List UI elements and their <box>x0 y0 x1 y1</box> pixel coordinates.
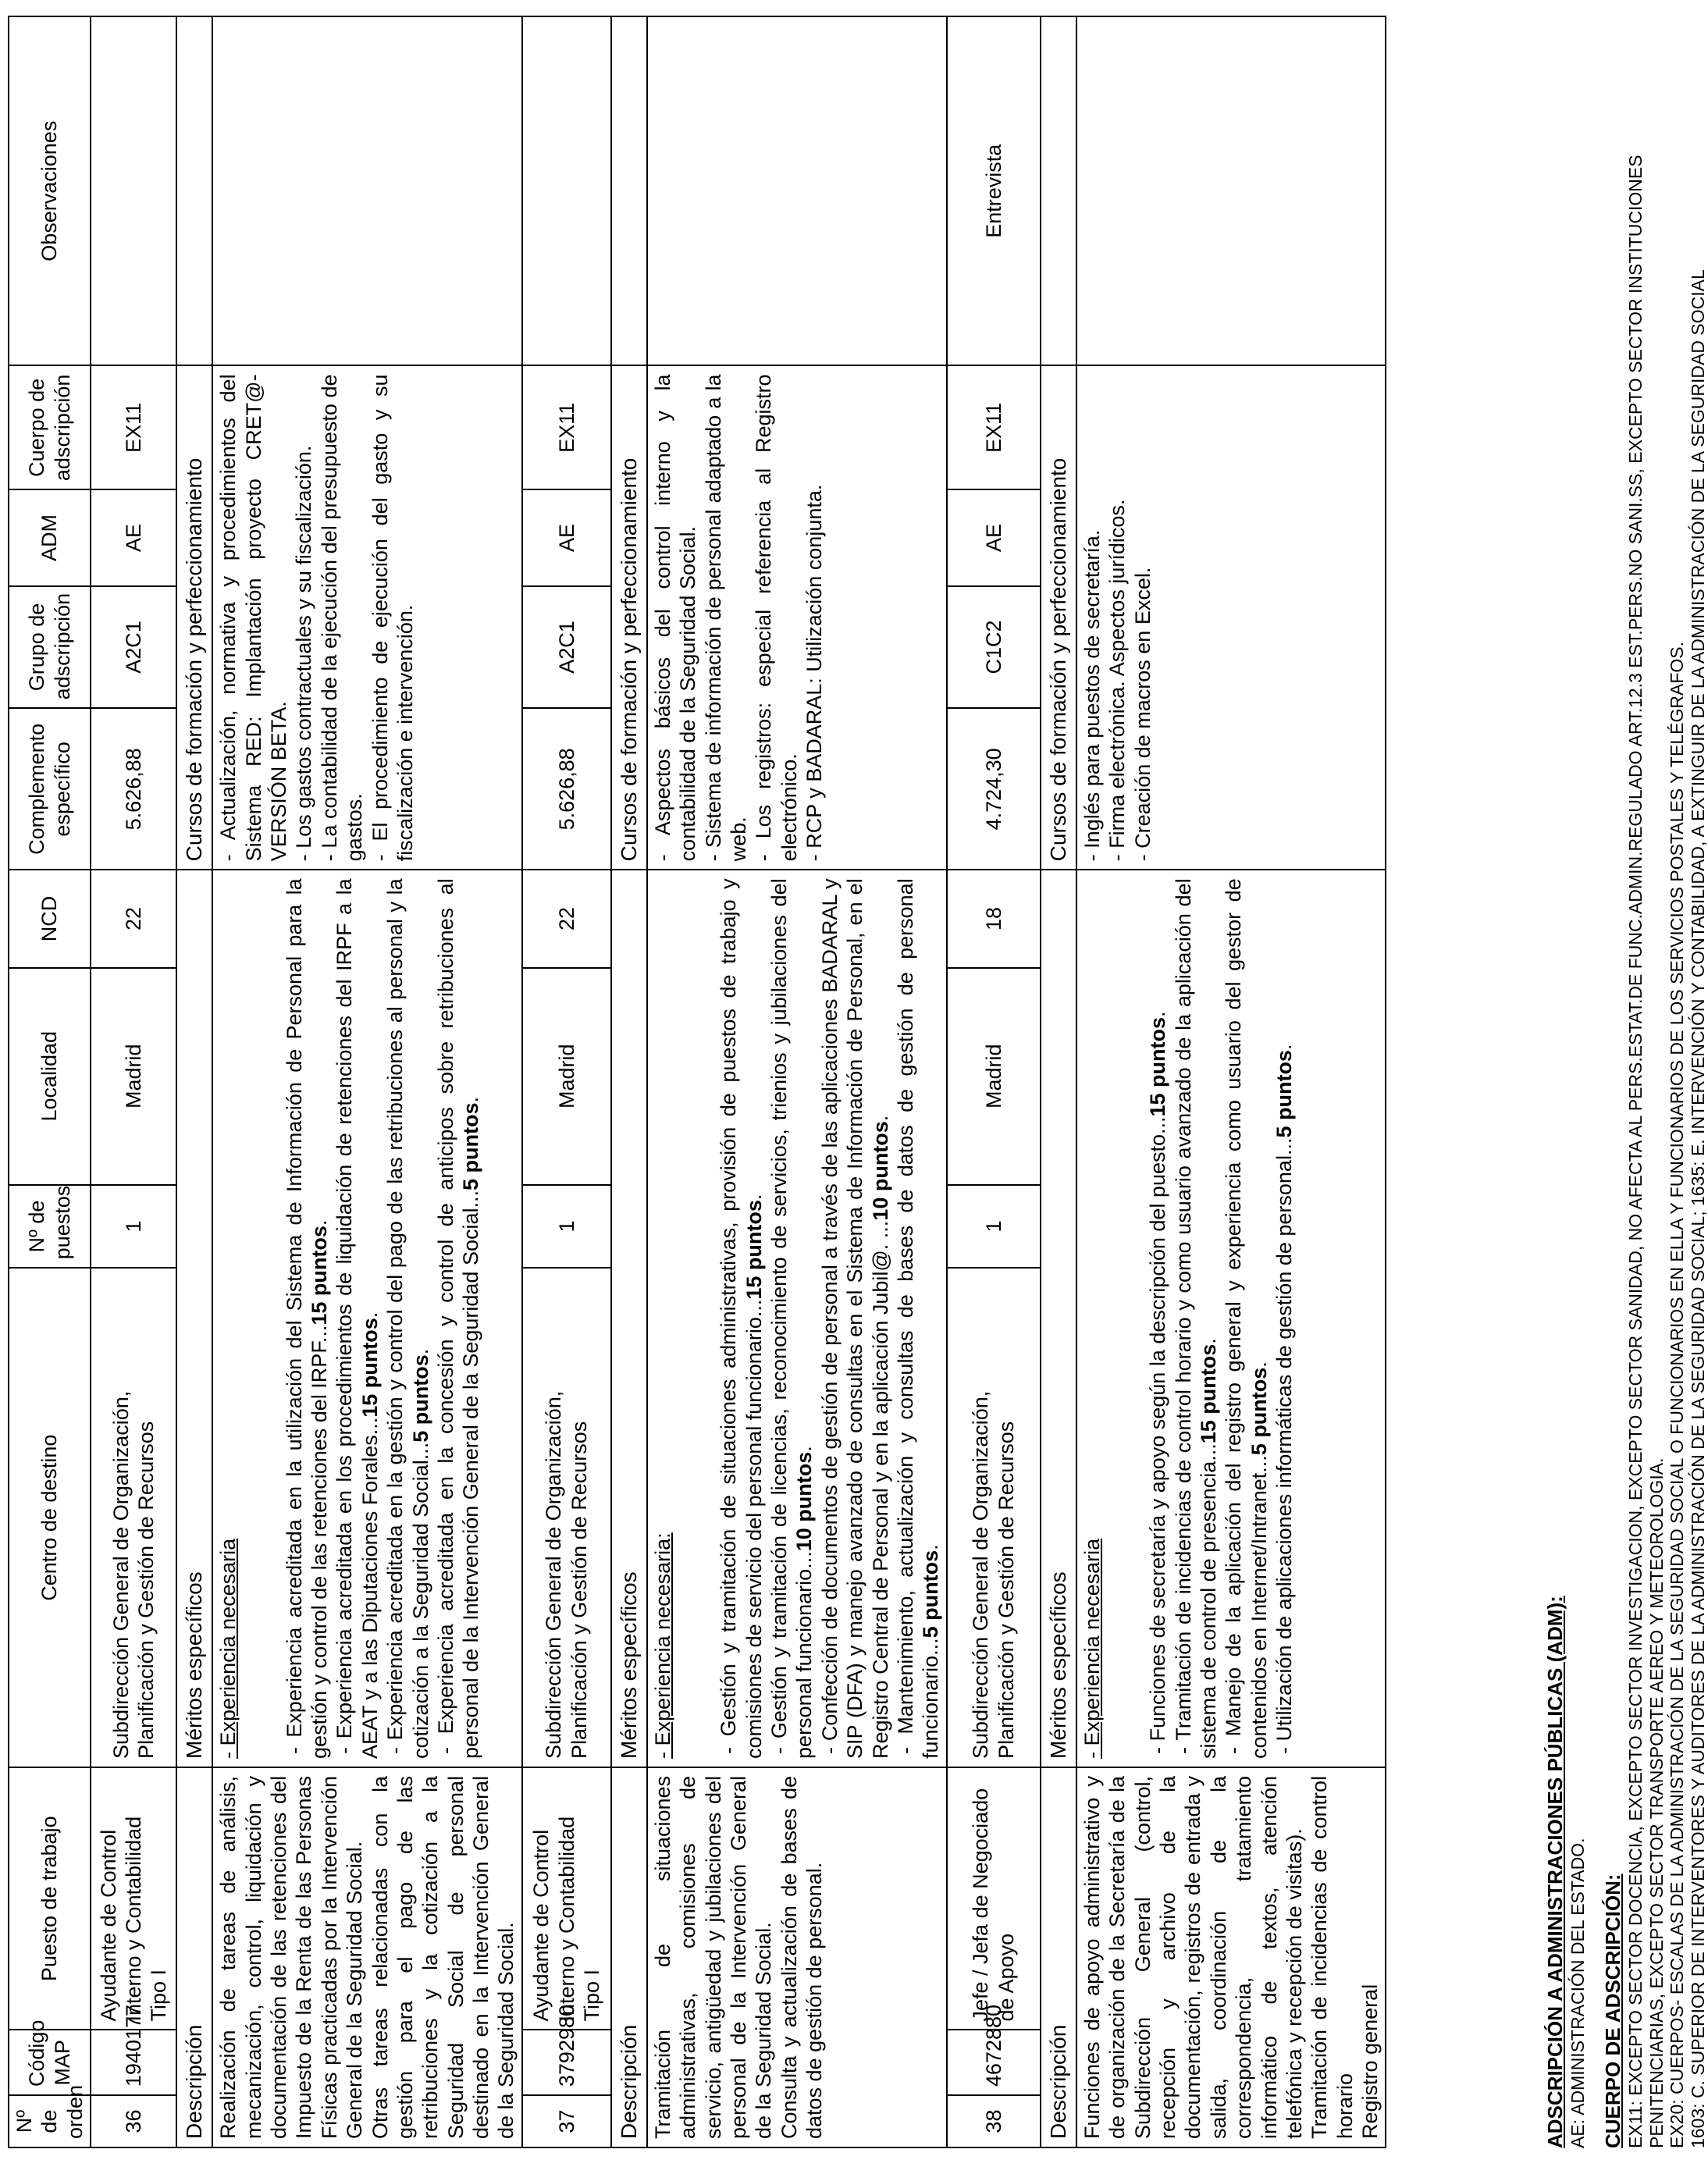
observaciones-detail-blank <box>212 16 522 365</box>
descripcion-label: Descripción <box>1041 1767 1076 2147</box>
descripcion-paragraph: Registro general <box>1358 1984 1382 2139</box>
cell-cuerpo: EX11 <box>947 365 1041 489</box>
header-centro: Centro de destino <box>9 1268 91 1767</box>
merito-item <box>1221 878 1272 1759</box>
cell-codigo: 3792980 <box>522 2030 611 2096</box>
cuerpo-line: EX20: CUERPOS- ESCALAS DE LA ADMINISTRACIÓN DE LA SEGURIDAD SOCIAL O FUNCIONARIOS EN ELLA Y FUNCIONARIOS DE LOS SERVICIOS POSTALES Y TELÉGRAFOS. <box>1667 641 1688 2148</box>
merito-text: - Manejo de la aplicación del registro general y experiencia como usuario del gestor de contenidos en Internet/Intranet... <box>1222 878 1271 1759</box>
merito-item <box>1145 878 1170 1759</box>
cell-codigo: 1940177 <box>91 2030 176 2096</box>
puestos-table <box>8 16 1386 2148</box>
cell-adm: AE <box>522 489 611 585</box>
meritos-label: Méritos específicos <box>1041 870 1076 1767</box>
cell-localidad: Madrid <box>522 968 611 1185</box>
curso-item: - Creación de macros en Excel. <box>1130 567 1155 862</box>
header-cuerpo: Cuerpo de adscripción <box>9 365 91 489</box>
section-header-row <box>1041 16 1076 2147</box>
curso-item: - Los gastos contractuales y su fiscalización. <box>292 445 316 862</box>
header-complemento: Complemento específico <box>9 708 91 870</box>
merito-points: 5 puntos <box>919 1550 943 1639</box>
meritos-title: - Experiencia necesaria <box>1080 1538 1104 1759</box>
cuerpo-line: EX11: EXCEPTO SECTOR DOCENCIA, EXCEPTO SECTOR INVESTIGACION, EXCEPTO SECTOR SANIDAD, NO AFECTA AL PERS.ESTAT.DE FUNC.ADMIN.REGULADO ART.12.3 EST.PERS.NO SANI.SS, EXCEPTO SECTOR INSTITUCIONES PENITENCIARIAS, EXCEPTO SECTOR TRANSPORTE AEREO Y METEOROLOGIA. <box>1625 155 1667 2148</box>
detail-row <box>212 16 522 2147</box>
descripcion-label: Descripción <box>176 1767 212 2147</box>
cursos-label: Cursos de formación y perfeccionamiento <box>1041 365 1076 870</box>
detail-row <box>1076 16 1386 2147</box>
cell-grupo: C1C2 <box>947 586 1041 709</box>
cell-puesto: Ayudante de Control Interno y Contabilidad Tipo I <box>91 1767 176 2030</box>
descripcion-paragraph: Consulta y actualización de bases de datos de gestión de personal. <box>777 1775 827 2139</box>
cell-adm: AE <box>91 489 176 585</box>
table-body <box>91 16 1386 2147</box>
detail-row <box>647 16 947 2147</box>
header-observaciones: Observaciones <box>9 16 91 365</box>
cursos-label: Cursos de formación y perfeccionamiento <box>176 365 212 870</box>
descripcion-cell <box>212 1767 522 2147</box>
cell-orden: 36 <box>91 2095 176 2147</box>
merito-item <box>332 878 383 1759</box>
header-grupo: Grupo de adscripción <box>9 586 91 709</box>
merito-points: 15 puntos <box>742 1200 766 1300</box>
curso-item: - Los registros: especial referencia al Registro electrónico. <box>752 374 801 862</box>
merito-points: 5 puntos <box>459 1102 483 1190</box>
table-row <box>522 16 611 2147</box>
cell-ncd: 18 <box>947 870 1041 967</box>
curso-item: - Inglés para puestos de secretaría. <box>1080 529 1104 862</box>
merito-text: - Funciones de secretaría y apoyo según la descripción del puesto... <box>1146 1116 1170 1754</box>
merito-points: 15 puntos <box>358 1318 382 1418</box>
merito-item <box>893 878 944 1759</box>
descripcion-cell <box>647 1767 947 2147</box>
merito-end: . <box>307 1219 331 1226</box>
merito-item <box>767 878 817 1759</box>
cell-complemento: 5.626,88 <box>91 708 176 870</box>
header-adm: ADM <box>9 489 91 585</box>
cell-grupo: A2C1 <box>522 586 611 709</box>
cell-num-puestos: 1 <box>522 1185 611 1269</box>
cell-localidad: Madrid <box>947 968 1041 1185</box>
cell-centro: Subdirección General de Organización, Planificación y Gestión de Recursos <box>947 1268 1041 1767</box>
adm-line: AE: ADMINISTRACIÓN DEL ESTADO. <box>1567 1838 1588 2148</box>
descripcion-paragraph: Tramitación de situaciones administrativas, comisiones de servicio, antigüedad y jubilaciones del personal de la Intervención General de la Seguridad Social. <box>650 1775 776 2139</box>
cell-ncd: 22 <box>522 870 611 967</box>
merito-item <box>1272 878 1297 1759</box>
merito-end: . <box>408 1348 432 1355</box>
merito-end: . <box>792 1446 817 1452</box>
merito-points: 5 puntos <box>1272 1050 1297 1138</box>
cell-observaciones: Entrevista <box>947 16 1041 365</box>
cell-ncd: 22 <box>91 870 176 967</box>
curso-item: - Sistema de información de personal adaptado a la web. <box>701 374 751 862</box>
header-codigo: Código MAP <box>9 2030 91 2096</box>
cell-localidad: Madrid <box>91 968 176 1185</box>
cuerpo-line: 1603: C. SUPERIOR DE INTERVENTORES Y AUDITORES DE LA ADMINISTRACIÓN DE LA SEGURIDAD SOCIAL; 1635: E. INTERVENCIÓN Y CONTABILIDAD, A EXTINGUIR DE LA ADMINISTRACIÓN DE LA SEGURIDAD SOCIAL <box>1687 269 1708 2148</box>
header-localidad: Localidad <box>9 968 91 1185</box>
cell-grupo: A2C1 <box>91 586 176 709</box>
descripcion-cell <box>1076 1767 1386 2147</box>
merito-item <box>1171 878 1222 1759</box>
cell-puesto: Jefe / Jefa de Negociado de Apoyo <box>947 1767 1041 2030</box>
meritos-title: - Experiencia necesaria: <box>650 1532 674 1759</box>
cell-complemento: 5.626,88 <box>522 708 611 870</box>
merito-points: 15 puntos <box>307 1226 331 1325</box>
curso-item: - El procedimiento de ejecución del gasto y su fiscalización e intervención. <box>368 374 417 862</box>
cell-orden: 38 <box>947 2095 1041 2147</box>
merito-end: . <box>459 1096 483 1103</box>
observaciones-blank <box>176 16 212 365</box>
descripcion-paragraph: Otras tareas relacionadas con la gestión para el pago de las retribuciones y la cotización a la Seguridad Social de personal destinado en la Intervención General de la Seguridad Social. <box>368 1775 518 2139</box>
merito-item <box>433 878 484 1759</box>
merito-text: - Utilización de aplicaciones informáticas de gestión de personal... <box>1272 1137 1297 1754</box>
cell-num-puestos: 1 <box>947 1185 1041 1269</box>
adm-title: ADSCRIPCIÓN A ADMINISTRACIONES PÚBLICAS (ADM): <box>1543 1596 1567 2148</box>
merito-text: - Tramitación de incidencias de control horario y como usuario avanzado de la aplicación del sistema de control de presencia... <box>1171 878 1220 1759</box>
curso-item: - Actualización, normativa y procedimientos del Sistema RED: Implantación proyecto CRET@- VERSIÓN BETA. <box>216 374 290 862</box>
merito-points: 10 puntos <box>868 1121 892 1221</box>
merito-end: . <box>868 1115 892 1122</box>
meritos-cell <box>647 870 947 1767</box>
observaciones-detail-blank <box>1076 16 1386 365</box>
meritos-cell <box>212 870 522 1767</box>
cell-num-puestos: 1 <box>91 1185 176 1269</box>
table-row <box>947 16 1041 2147</box>
cell-puesto: Ayudante de Control Interno y Contabilidad Tipo I <box>522 1767 611 2030</box>
descripcion-paragraph: Tramitación de incidencias de control horario <box>1308 1775 1357 2139</box>
merito-end: . <box>1196 1338 1220 1344</box>
merito-item <box>282 878 333 1759</box>
cursos-cell <box>647 365 947 870</box>
header-row <box>9 16 91 2147</box>
descripcion-label: Descripción <box>611 1767 647 2147</box>
cell-adm: AE <box>947 489 1041 585</box>
meritos-cell <box>1076 870 1386 1767</box>
cell-orden: 37 <box>522 2095 611 2147</box>
merito-item <box>383 878 433 1759</box>
curso-item: - Aspectos básicos del control interno y la contabilidad de la Seguridad Social. <box>650 374 700 862</box>
cursos-label: Cursos de formación y perfeccionamiento <box>611 365 647 870</box>
merito-end: . <box>1247 1361 1271 1368</box>
cell-cuerpo: EX11 <box>522 365 611 489</box>
footer-notes <box>1544 17 1708 2148</box>
merito-item <box>817 878 893 1759</box>
merito-text: - Gestión y tramitación de situaciones administrativas, provisión de puestos de trabajo y comisiones de servicio del personal funcionario... <box>717 878 766 1759</box>
curso-item: - La contabilidad de la ejecución del presupuesto de gastos. <box>317 374 367 862</box>
section-header-row <box>611 16 647 2147</box>
cursos-cell <box>212 365 522 870</box>
merito-end: . <box>1272 1044 1297 1051</box>
merito-points: 5 puntos <box>1247 1367 1271 1456</box>
cell-observaciones <box>522 16 611 365</box>
merito-end: . <box>919 1544 943 1550</box>
cell-centro: Subdirección General de Organización, Planificación y Gestión de Recursos <box>91 1268 176 1767</box>
merito-text: - Experiencia acreditada en la gestión y control del pago de las retribuciones al personal y la cotización a la Seguridad Social... <box>383 878 432 1759</box>
observaciones-detail-blank <box>647 16 947 365</box>
merito-end: . <box>1146 1011 1170 1017</box>
merito-text: - Experiencia acreditada en la utilización del Sistema de Información de Personal para la gestión y control de las retenciones del IRPF... <box>282 878 331 1759</box>
descripcion-paragraph: Funciones de apoyo administrativo y de organización de la Secretaría de la Subdirección General (control, recepción y archivo de la documentación, registros de entrada y salida, coordinación de la correspondencia, tratamiento informático de textos, atención telefónica y recepción de visitas). <box>1080 1775 1306 2139</box>
merito-end: . <box>358 1311 382 1318</box>
meritos-label: Méritos específicos <box>176 870 212 1767</box>
meritos-label: Méritos específicos <box>611 870 647 1767</box>
header-num-puestos: Nº de puestos <box>9 1185 91 1269</box>
header-orden: Nº de orden <box>9 2095 91 2147</box>
cursos-cell <box>1076 365 1386 870</box>
merito-text: - Gestión y tramitación de licencias, reconocimiento de servicios, trienios y jubilaciones del personal funcionario... <box>767 878 817 1759</box>
footer-spacer <box>1588 17 1602 2148</box>
merito-text: - Mantenimiento, actualización y consultas de bases de datos de gestión de personal funcionario... <box>893 878 943 1759</box>
merito-text: - Experiencia acreditada en la concesión y control de anticipos sobre retribuciones al personal de la Intervención General de la Seguridad Social... <box>433 878 483 1759</box>
merito-points: 10 puntos <box>792 1451 817 1552</box>
merito-points: 5 puntos <box>408 1354 432 1443</box>
section-header-row <box>176 16 212 2147</box>
merito-points: 15 puntos <box>1146 1016 1170 1117</box>
cell-cuerpo: EX11 <box>91 365 176 489</box>
cell-observaciones <box>91 16 176 365</box>
merito-points: 15 puntos <box>1196 1343 1220 1444</box>
curso-item: - Firma electrónica. Aspectos jurídicos. <box>1105 499 1130 862</box>
curso-item: - RCP y BADARAL: Utilización conjunta. <box>802 484 827 862</box>
merito-end: . <box>742 1194 766 1201</box>
merito-text: - Confección de documentos de gestión de personal a través de las aplicaciones BADARAL y SIP (DFA) y manejo avanzado de consultas en el Sistema de Información de Personal, en el Registro Central de Personal y en la aplicación Jubil@. ... <box>817 878 892 1759</box>
cell-codigo: 4672880 <box>947 2030 1041 2096</box>
observaciones-blank <box>1041 16 1076 365</box>
header-puesto: Puesto de trabajo <box>9 1767 91 2030</box>
observaciones-blank <box>611 16 647 365</box>
descripcion-paragraph: Realización de tareas de análisis, mecanización, control, liquidación y documentación de las retenciones del Impuesto de la Renta de las Personas Físicas practicadas por la Intervención General de la Seguridad Social. <box>216 1775 367 2139</box>
meritos-title: - Experiencia necesaria <box>216 1538 240 1759</box>
cuerpo-title: CUERPO DE ADSCRIPCIÓN: <box>1601 1873 1625 2148</box>
table-row <box>91 16 176 2147</box>
merito-item <box>716 878 767 1759</box>
cell-centro: Subdirección General de Organización, Planificación y Gestión de Recursos <box>522 1268 611 1767</box>
header-ncd: NCD <box>9 870 91 967</box>
cell-complemento: 4.724,30 <box>947 708 1041 870</box>
merito-text: - Experiencia acreditada en los procedimientos de liquidación de retenciones del IRPF a la AEAT y a las Diputaciones Forales... <box>333 878 382 1759</box>
